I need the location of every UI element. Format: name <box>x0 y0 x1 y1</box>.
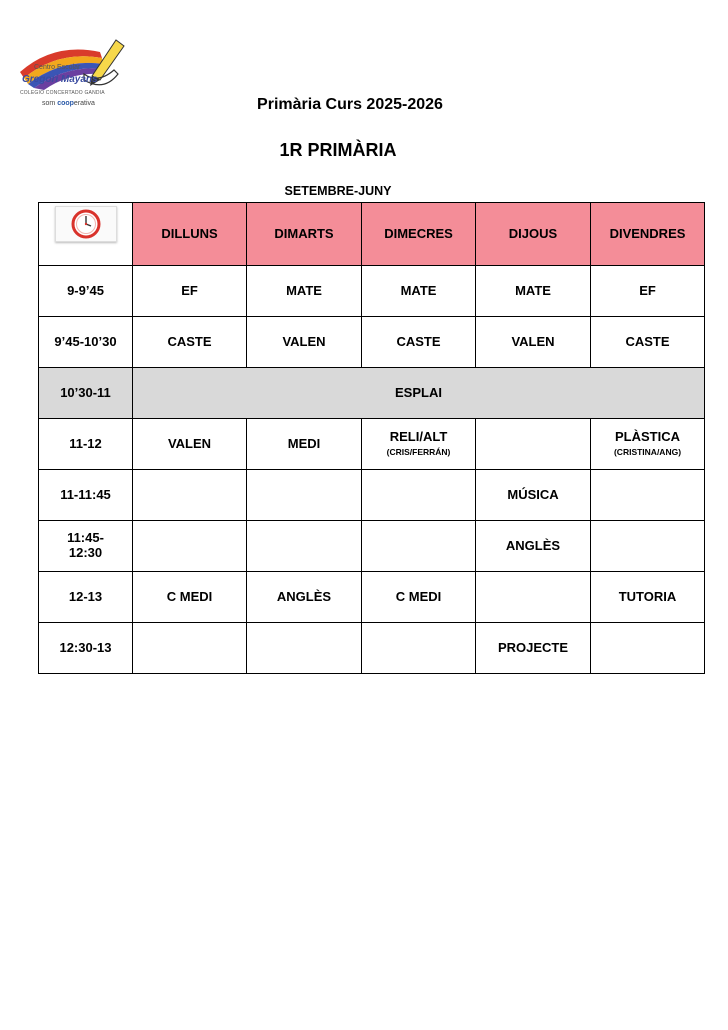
table-row <box>39 521 705 572</box>
subject-name: PLÀSTICA <box>615 429 680 445</box>
subject-cell <box>476 470 591 521</box>
logo-coop: coop <box>57 100 74 107</box>
subject-name: MÚSICA <box>507 486 559 502</box>
subject-cell <box>591 317 705 368</box>
logo-erativa: erativa <box>73 100 95 107</box>
subject-cell <box>591 266 705 317</box>
time-slot-cell: 11:45- 12:30 <box>39 521 133 572</box>
subject-name: CASTE <box>625 333 670 349</box>
subject-cell <box>247 419 362 470</box>
table-row <box>39 266 705 317</box>
subject-name: CASTE <box>396 333 441 349</box>
subject-name: MATE <box>515 282 551 298</box>
subject-name: RELI/ALT <box>389 429 448 445</box>
subject-name: MATE <box>286 282 322 298</box>
schedule-table <box>38 202 705 674</box>
subject-cell <box>247 470 362 521</box>
period-title: SETEMBRE-JUNY <box>284 184 392 198</box>
subject-name: ANGLÈS <box>505 537 561 553</box>
subject-name: VALEN <box>282 333 326 349</box>
grade-title: 1R PRIMÀRIA <box>279 140 397 160</box>
subject-cell <box>133 521 247 572</box>
table-row <box>39 572 705 623</box>
subject-cell <box>362 419 476 470</box>
subject-name: PROJECTE <box>497 639 569 655</box>
subject-cell <box>133 419 247 470</box>
day-header-tuesday: DIMARTS <box>247 203 362 266</box>
time-slot-cell: 11-11:45 <box>39 470 133 521</box>
break-cell: ESPLAI <box>133 368 705 419</box>
corner-cell <box>39 203 133 266</box>
subject-name: VALEN <box>511 333 555 349</box>
logo-som: som <box>42 100 56 107</box>
subject-cell <box>476 623 591 674</box>
subject-cell <box>476 572 591 623</box>
table-row <box>39 419 705 470</box>
subject-cell <box>591 419 705 470</box>
subject-cell <box>247 266 362 317</box>
course-title: Primària Curs 2025-2026 <box>257 96 443 113</box>
table-row <box>39 317 705 368</box>
subject-name: EF <box>181 282 198 298</box>
subject-cell <box>476 419 591 470</box>
subject-cell <box>133 317 247 368</box>
subject-cell <box>247 623 362 674</box>
subject-cell <box>591 470 705 521</box>
subject-cell <box>133 623 247 674</box>
day-header-monday: DILLUNS <box>133 203 247 266</box>
day-header-friday: DIVENDRES <box>591 203 705 266</box>
subject-cell <box>476 266 591 317</box>
subject-cell <box>247 572 362 623</box>
day-header-thursday: DIJOUS <box>476 203 591 266</box>
teacher-note: (CRIS/FERRÁN) <box>386 447 451 458</box>
subject-name: TUTORIA <box>618 588 677 604</box>
subject-cell <box>476 521 591 572</box>
subject-name: MATE <box>400 282 437 298</box>
time-slot-cell: 12-13 <box>39 572 133 623</box>
break-row <box>39 368 705 419</box>
subject-cell <box>133 266 247 317</box>
time-slot-cell: 12:30-13 <box>39 623 133 674</box>
logo-line3: COLEGIO CONCERTADO GANDIA <box>20 90 105 96</box>
subject-cell <box>591 623 705 674</box>
subject-cell <box>133 470 247 521</box>
time-slot-cell: 9’45-10’30 <box>39 317 133 368</box>
subject-cell <box>247 317 362 368</box>
teacher-note: (CRISTINA/ANG) <box>613 447 682 458</box>
time-slot-cell: 10’30-11 <box>39 368 133 419</box>
subject-name: C MEDI <box>166 588 213 604</box>
table-row <box>39 623 705 674</box>
subject-name: MEDI <box>287 435 321 451</box>
table-row <box>39 470 705 521</box>
time-slot-cell: 9-9’45 <box>39 266 133 317</box>
subject-cell <box>591 521 705 572</box>
subject-cell <box>362 266 476 317</box>
clock-icon <box>55 206 117 242</box>
subject-name: ANGLÈS <box>276 588 332 604</box>
subject-name: VALEN <box>167 435 212 451</box>
day-header-wednesday: DIMECRES <box>362 203 476 266</box>
time-slot-cell: 11-12 <box>39 419 133 470</box>
subject-cell <box>362 521 476 572</box>
subject-cell <box>362 623 476 674</box>
table-header-row <box>39 203 705 266</box>
subject-cell <box>476 317 591 368</box>
logo-line1: Centro Escolar <box>34 64 81 71</box>
subject-name: CASTE <box>167 333 212 349</box>
logo-school-name: Gregori Mayans <box>22 74 98 85</box>
subject-cell <box>591 572 705 623</box>
subject-name: EF <box>639 282 656 298</box>
subject-cell <box>362 470 476 521</box>
subject-cell <box>247 521 362 572</box>
subject-cell <box>133 572 247 623</box>
subject-name: C MEDI <box>395 588 442 604</box>
subject-cell <box>362 317 476 368</box>
subject-cell <box>362 572 476 623</box>
